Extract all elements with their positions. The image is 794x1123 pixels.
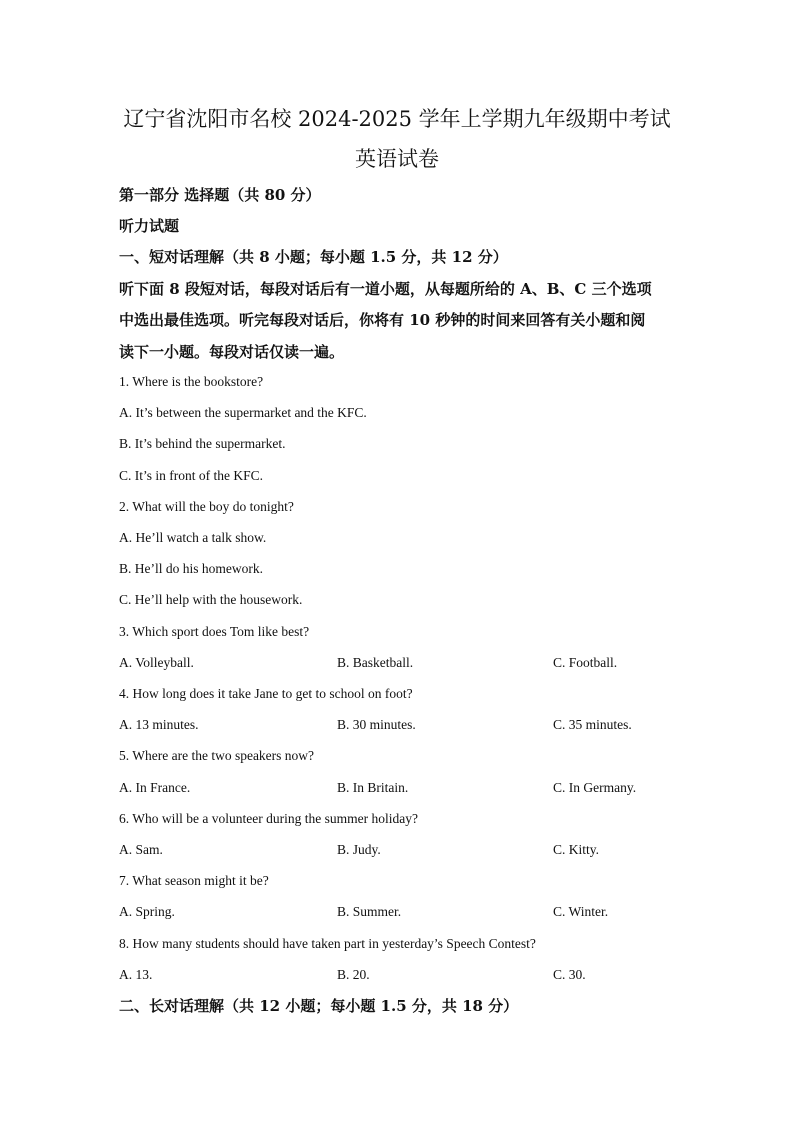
instructions-line-3: 读下一小题。每段对话仅读一遍。 (119, 343, 345, 361)
question-2-option-b: B. He’ll do his homework. (119, 561, 263, 576)
exam-subtitle: 英语试卷 (355, 147, 439, 171)
question-7: 7. What season might it be? (119, 873, 269, 888)
instructions-line-2: 中选出最佳选项。听完每段对话后，你将有 10 秒钟的时间来回答有关小题和阅 (119, 311, 646, 329)
question-5: 5. Where are the two speakers now? (119, 748, 315, 763)
question-6-option-c: C. Kitty. (553, 842, 600, 857)
question-7-option-c: C. Winter. (553, 904, 609, 919)
instructions-line-1: 听下面 8 段短对话，每段对话后有一道小题，从每题所给的 A、B、C 三个选项 (119, 280, 652, 298)
section1-heading: 一、短对话理解（共 8 小题；每小题 1.5 分，共 12 分） (119, 248, 508, 266)
question-5-option-a: A. In France. (119, 780, 191, 795)
question-3: 3. Which sport does Tom like best? (119, 624, 310, 639)
question-1: 1. Where is the bookstore? (119, 374, 264, 389)
question-8-option-a: A. 13. (119, 967, 153, 982)
question-6-option-a: A. Sam. (119, 842, 163, 857)
question-8: 8. How many students should have taken part in yesterday’s Speech Contest? (119, 936, 536, 951)
question-2-option-a: A. He’ll watch a talk show. (119, 530, 267, 545)
question-1-option-c: C. It’s in front of the KFC. (119, 468, 263, 483)
question-3-option-a: A. Volleyball. (119, 655, 194, 670)
listening-heading: 听力试题 (119, 217, 180, 235)
question-8-option-c: C. 30. (553, 967, 586, 982)
question-7-option-b: B. Summer. (337, 904, 402, 919)
question-2-option-c: C. He’ll help with the housework. (119, 592, 303, 607)
question-1-option-a: A. It’s between the supermarket and the KFC. (119, 405, 367, 420)
question-4-option-a: A. 13 minutes. (119, 717, 199, 732)
question-6: 6. Who will be a volunteer during the summer holiday? (119, 811, 418, 826)
question-3-option-b: B. Basketball. (337, 655, 414, 670)
question-8-option-b: B. 20. (337, 967, 370, 982)
question-5-option-c: C. In Germany. (553, 780, 637, 795)
question-7-option-a: A. Spring. (119, 904, 175, 919)
exam-title: 辽宁省沈阳市名校 2024-2025 学年上学期九年级期中考试 (123, 107, 671, 131)
question-6-option-b: B. Judy. (337, 842, 381, 857)
question-4-option-b: B. 30 minutes. (337, 717, 416, 732)
question-5-option-b: B. In Britain. (337, 780, 409, 795)
question-4: 4. How long does it take Jane to get to school on foot? (119, 686, 413, 701)
part1-heading: 第一部分 选择题（共 80 分） (119, 186, 321, 204)
question-3-option-c: C. Football. (553, 655, 618, 670)
question-4-option-c: C. 35 minutes. (553, 717, 632, 732)
question-1-option-b: B. It’s behind the supermarket. (119, 436, 286, 451)
question-2: 2. What will the boy do tonight? (119, 499, 294, 514)
section2-heading: 二、长对话理解（共 12 小题；每小题 1.5 分，共 18 分） (119, 997, 519, 1015)
